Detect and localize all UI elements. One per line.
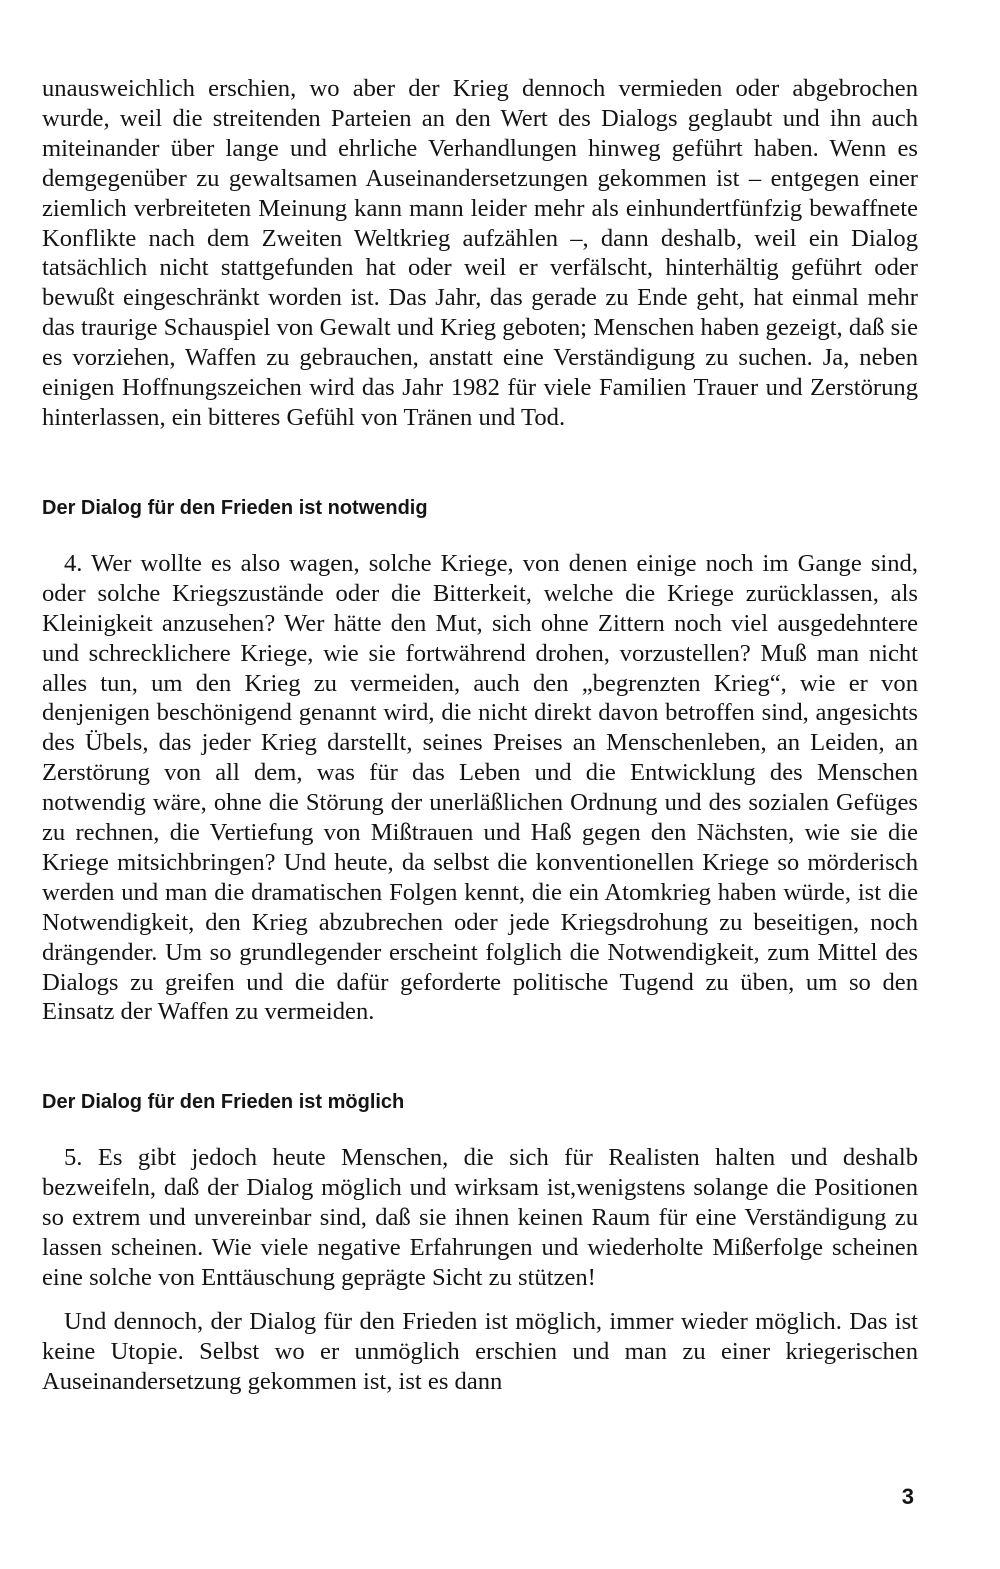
body-paragraph-4: 4. Wer wollte es also wagen, solche Kriege, von denen einige noch im Gange sind, oder solche Kriegszustände oder die Bitterkeit, welche die Kriege zurücklassen, als Kleinigkeit anzusehen? Wer hätte den Mut, sich ohne Zittern noch viel ausgedehntere und schrecklichere Kriege, wie sie fortwährend drohen, vorzustellen? Muß man nicht alles tun, um den Krieg zu vermeiden, auch den „begrenzten Krieg“, wie er von denjenigen beschönigend genannt wird, die nicht direkt davon betroffen sind, angesichts des Übels, das jeder Krieg darstellt, seines Preises an Menschenleben, an Leiden, an Zerstörung von all dem, was für das Leben und die Entwicklung des Menschen notwendig wäre, ohne die Störung der unerläßlichen Ordnung und des sozialen Gefüges zu rechnen, die Vertiefung von Mißtrauen und Haß gegen den Nächsten, wie sie die Kriege mitsichbringen? Und heute, da selbst die konventionellen Kriege so mörderisch werden und man die dramatischen Folgen kennt, die ein Atomkrieg haben würde, ist die Notwendigkeit, den Krieg abzubrechen oder jede Kriegsdrohung zu beseitigen, noch drängender. Um so grundlegender erscheint folglich die Notwendigkeit, zum Mittel des Dialogs zu greifen und die dafür geforderte politische Tugend zu üben, um so den Einsatz der Waffen zu vermeiden. [42,549,918,1026]
page-number: 3 [901,1484,914,1509]
body-paragraph-5-continued: Und dennoch, der Dialog für den Frieden ist möglich, immer wieder möglich. Das ist keine Utopie. Selbst wo er unmöglich erschien und man zu einer kriegerischen Auseinandersetzung gekommen ist, ist es dann [42,1307,918,1395]
section-heading-possible: Der Dialog für den Frieden ist möglich [42,1091,405,1114]
body-paragraph-continued: unausweichlich erschien, wo aber der Krieg dennoch vermieden oder abgebrochen wurde, weil die streitenden Parteien an den Wert des Dialogs geglaubt und ihn auch miteinander über lange und ehrliche Verhandlungen hinweg geführt haben. Wenn es demgegenüber zu gewaltsamen Auseinandersetzungen gekommen ist – entgegen einer ziemlich verbreiteten Meinung kann mann leider mehr als einhundertfünfzig bewaffnete Konflikte nach dem Zweiten Weltkrieg aufzählen –, dann deshalb, weil ein Dialog tatsächlich nicht stattgefunden hat oder weil er verfälscht, hinterhältig geführt oder bewußt eingeschränkt worden ist. Das Jahr, das gerade zu Ende geht, hat einmal mehr das traurige Schauspiel von Gewalt und Krieg geboten; Menschen haben gezeigt, daß sie es vorziehen, Waffen zu gebrauchen, anstatt eine Verständigung zu suchen. Ja, neben einigen Hoffnungszeichen wird das Jahr 1982 für viele Familien Trauer und Zerstörung hinterlassen, ein bitteres Gefühl von Tränen und Tod. [42,75,918,431]
document-page [42,74,918,1397]
body-paragraph-5: 5. Es gibt jedoch heute Menschen, die sich für Realisten halten und deshalb bezweifeln, daß der Dialog möglich und wirksam ist,wenigstens solange die Positionen so extrem und unvereinbar sind, daß sie ihnen keinen Raum für eine Verständigung zu lassen scheinen. Wie viele negative Erfahrungen und wiederholte Mißerfolge scheinen eine solche von Enttäuschung geprägte Sicht zu stützen! [42,1144,918,1291]
section-heading-necessary: Der Dialog für den Frieden ist notwendig [42,496,428,519]
